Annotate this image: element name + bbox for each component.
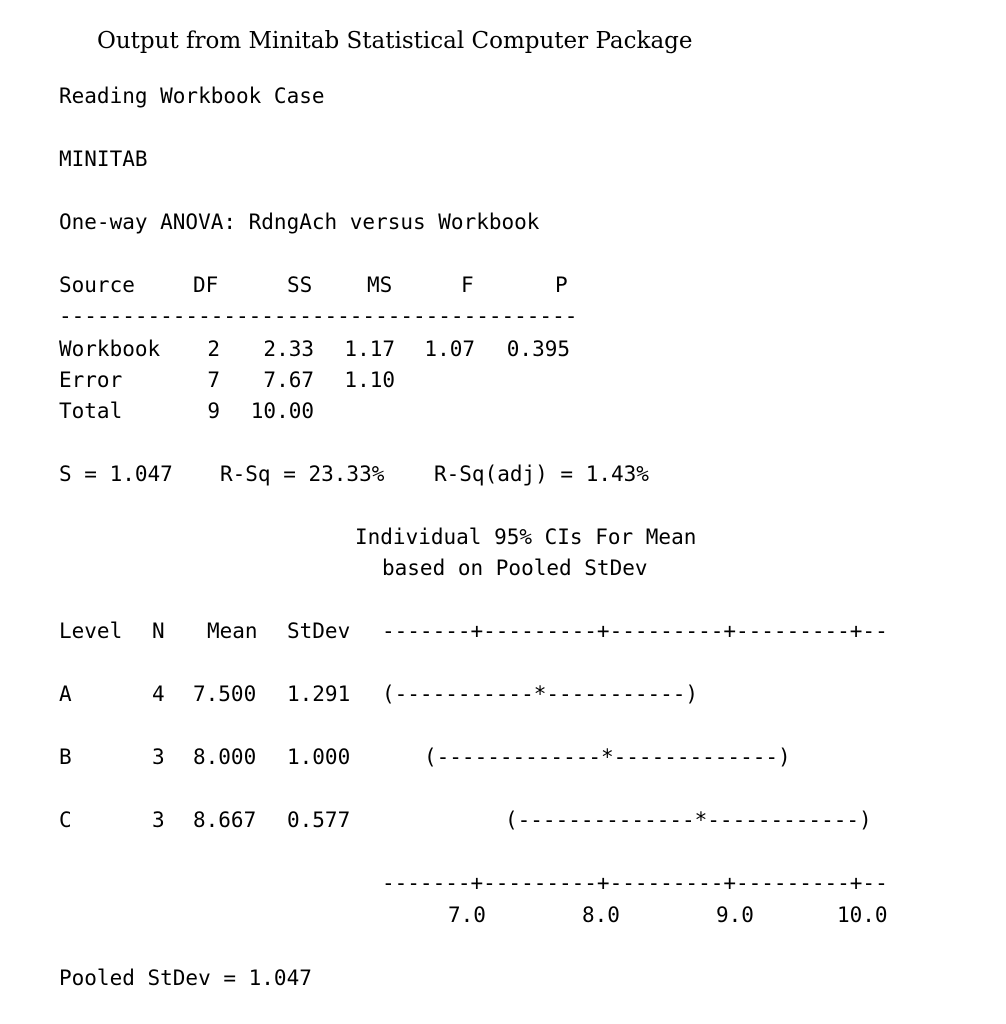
col-header-source: Source xyxy=(59,273,135,297)
level-label: A xyxy=(59,682,72,706)
row-source: Total xyxy=(59,399,123,423)
level-stdev: 1.291 xyxy=(287,682,351,706)
col-header-stdev: StDev xyxy=(287,619,351,643)
axis-tick-label: 9.0 xyxy=(716,903,754,927)
level-n: 3 xyxy=(152,808,165,832)
row-f: 1.07 xyxy=(424,337,475,361)
row-source: Workbook xyxy=(59,337,161,361)
pooled-stdev: Pooled StDev = 1.047 xyxy=(59,966,312,990)
level-stdev: 0.577 xyxy=(287,808,351,832)
ci-scale-bottom: -------+---------+---------+---------+-- xyxy=(382,873,888,894)
row-ss: 2.33 xyxy=(263,337,314,361)
summary-s: S = 1.047 xyxy=(59,462,173,486)
row-ss: 7.67 xyxy=(263,368,314,392)
ci-subtitle: based on Pooled StDev xyxy=(382,556,648,580)
row-ms: 1.10 xyxy=(344,368,395,392)
level-n: 4 xyxy=(152,682,165,706)
row-ms: 1.17 xyxy=(344,337,395,361)
row-ss: 10.00 xyxy=(250,399,314,423)
col-header-level: Level xyxy=(59,619,123,643)
program-name: MINITAB xyxy=(59,147,148,171)
col-header-f: F xyxy=(461,273,474,297)
summary-rsq-adj: R-Sq(adj) = 1.43% xyxy=(434,462,649,486)
axis-tick-label: 10.0 xyxy=(837,903,888,927)
row-p: 0.395 xyxy=(506,337,570,361)
level-ci-interval: (-------------*-------------) xyxy=(424,745,791,769)
level-ci-interval: (--------------*------------) xyxy=(505,808,872,832)
col-header-mean: Mean xyxy=(207,619,258,643)
ci-scale-top: -------+---------+---------+---------+-- xyxy=(382,621,888,642)
col-header-p: P xyxy=(555,273,568,297)
anova-title: One-way ANOVA: RdngAch versus Workbook xyxy=(59,210,540,234)
page-heading: Output from Minitab Statistical Computer Package xyxy=(97,28,693,54)
level-label: B xyxy=(59,745,72,769)
row-df: 9 xyxy=(207,399,220,423)
level-mean: 8.000 xyxy=(193,745,257,769)
case-title: Reading Workbook Case xyxy=(59,84,325,108)
axis-tick-label: 8.0 xyxy=(582,903,620,927)
col-header-ss: SS xyxy=(287,273,313,297)
level-mean: 8.667 xyxy=(193,808,257,832)
col-header-df: DF xyxy=(193,273,219,297)
row-source: Error xyxy=(59,368,123,392)
row-df: 2 xyxy=(207,337,220,361)
level-n: 3 xyxy=(152,745,165,769)
axis-tick-label: 7.0 xyxy=(448,903,486,927)
table-rule: ----------------------------------------- xyxy=(59,306,578,327)
col-header-ms: MS xyxy=(367,273,393,297)
level-label: C xyxy=(59,808,72,832)
level-stdev: 1.000 xyxy=(287,745,351,769)
level-mean: 7.500 xyxy=(193,682,257,706)
summary-rsq: R-Sq = 23.33% xyxy=(220,462,385,486)
ci-title: Individual 95% CIs For Mean xyxy=(355,525,697,549)
col-header-n: N xyxy=(152,619,165,643)
level-ci-interval: (-----------*-----------) xyxy=(382,682,699,706)
row-df: 7 xyxy=(207,368,220,392)
